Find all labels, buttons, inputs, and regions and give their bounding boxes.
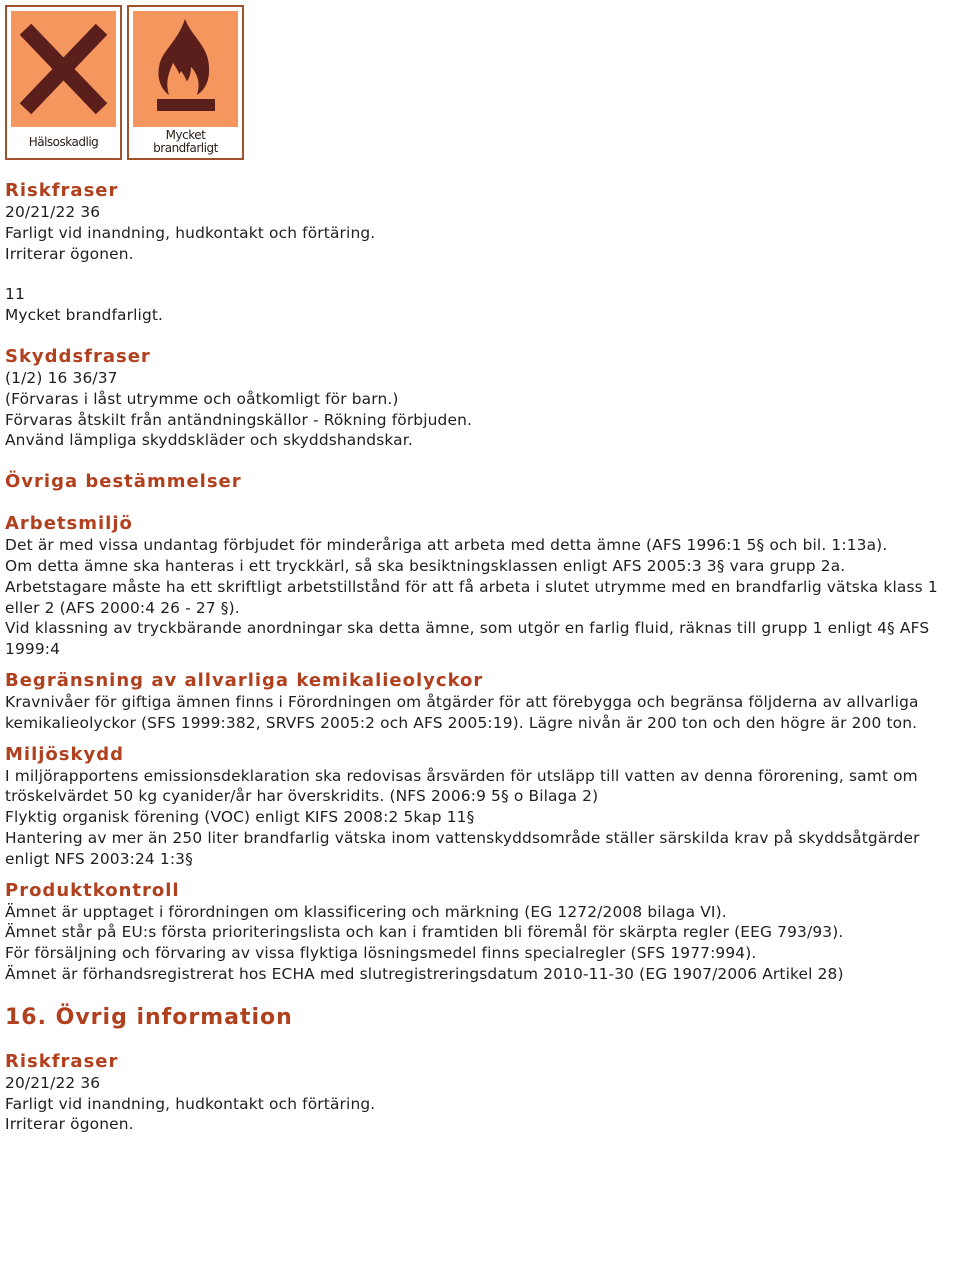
flame-pictogram: [133, 11, 238, 127]
paragraph: Ämnet är upptaget i förordningen om klassificering och märkning (EG 1272/2008 bilaga VI).: [5, 902, 727, 921]
heading-section-16: 16. Övrig information: [5, 1004, 293, 1030]
harmful-x-icon: [11, 11, 116, 127]
text-line: 11: [5, 285, 25, 304]
flame-icon: [133, 11, 238, 127]
document-content: [5, 180, 957, 1135]
heading-produktkontroll: Produktkontroll: [5, 879, 180, 901]
text-line: Mycket brandfarligt.: [5, 306, 164, 325]
section-produktkontroll: [5, 880, 957, 985]
paragraph: Ämnet är förhandsregistrerat hos ECHA med slutregistreringsdatum 2010-11-30 (EG 1907/2006 Artikel 28): [5, 964, 844, 983]
paragraph: Om detta ämne ska hanteras i ett tryckkärl, så ska besiktningsklassen enligt AFS 2005:3 3§ vara grupp 2a.: [5, 556, 846, 575]
hazard-symbol-harmful: [5, 5, 122, 160]
paragraph: Vid klassning av tryckbärande anordningar ska detta ämne, som utgör en farlig fluid, räknas till grupp 1 enligt 4§ AFS 1999:4: [5, 619, 930, 659]
text-line: 20/21/22 36: [5, 203, 101, 221]
paragraph: För försäljning och förvaring av vissa flyktiga lösningsmedel finns specialregler (SFS 1977:994).: [5, 944, 757, 963]
section-miljoskydd: [5, 744, 957, 870]
text-line: Farligt vid inandning, hudkontakt och förtäring.: [5, 1094, 376, 1113]
hazard-symbol-flammable: [127, 5, 244, 160]
paragraph: Kravnivåer för giftiga ämnen finns i Förordningen om åtgärder för att förebygga och begränsa följderna av allvarliga kemikalieolyckor (SFS 1999:382, SRVFS 2005:2 och AFS 2005:19). Lägre nivån är 200 ton och den högre är 200 ton.: [5, 692, 919, 732]
hazard-caption-flammable: Mycket brandfarligt: [153, 128, 218, 155]
paragraph: Ämnet står på EU:s första prioriteringslista och kan i framtiden bli föremål för skärpta regler (EEG 793/93).: [5, 923, 844, 942]
heading-riskfraser-2: Riskfraser: [5, 1050, 119, 1072]
text-line: Irriterar ögonen.: [5, 1115, 134, 1134]
text-line: 20/21/22 36: [5, 1073, 101, 1092]
paragraph: Det är med vissa undantag förbjudet för minderåriga att arbeta med detta ämne (AFS 1996:1 5§ och bil. 1:13a).: [5, 536, 888, 555]
section-safety-phrases: [5, 346, 957, 451]
text-line: Irriterar ögonen.: [5, 244, 134, 263]
section-arbetsmiljo: [5, 513, 957, 660]
heading-arbetsmiljo: Arbetsmiljö: [5, 513, 133, 535]
paragraph: I miljörapportens emissionsdeklaration ska redovisas årsvärden för utsläpp till vatten av denna förorening, samt om tröskelvärdet 50 kg cyanider/år har överskridits. (NFS 2006:9 5§ o Bilaga 2): [5, 766, 918, 806]
paragraph: Arbetstagare måste ha ett skriftligt arbetstillstånd för att få arbeta i slutet utrymme med en brandfarlig vätska klass 1 eller 2 (AFS 2000:4 26 - 27 §).: [5, 577, 938, 617]
hazard-caption-harmful: Hälsoskadlig: [28, 134, 99, 149]
section-begransning: [5, 670, 957, 734]
section-risk-phrases-2: [5, 1051, 957, 1135]
paragraph: Flyktig organisk förening (VOC) enligt KIFS 2008:2 5kap 11§: [5, 808, 475, 827]
heading-begransning: Begränsning av allvarliga kemikalieolyckor: [5, 669, 484, 691]
heading-ovriga-bestammelser: Övriga bestämmelser: [5, 471, 242, 493]
harmful-x-pictogram: [11, 11, 116, 127]
text-line: (1/2) 16 36/37: [5, 368, 118, 387]
heading-skyddsfraser: Skyddsfraser: [5, 345, 151, 367]
text-line: Förvaras åtskilt från antändningskällor - Rökning förbjuden.: [5, 410, 473, 429]
text-line: Farligt vid inandning, hudkontakt och förtäring.: [5, 223, 376, 242]
heading-riskfraser: Riskfraser: [5, 180, 119, 201]
text-line: (Förvaras i låst utrymme och oåtkomligt för barn.): [5, 389, 399, 408]
hazard-symbols: [5, 5, 244, 160]
section-risk-phrases: [5, 180, 957, 326]
paragraph: Hantering av mer än 250 liter brandfarlig vätska inom vattenskyddsområde ställer särskilda krav på skyddsåtgärder enligt NFS 2003:24 1:3§: [5, 828, 920, 868]
text-line: Använd lämpliga skyddskläder och skyddshandskar.: [5, 431, 413, 450]
heading-miljoskydd: Miljöskydd: [5, 743, 124, 765]
